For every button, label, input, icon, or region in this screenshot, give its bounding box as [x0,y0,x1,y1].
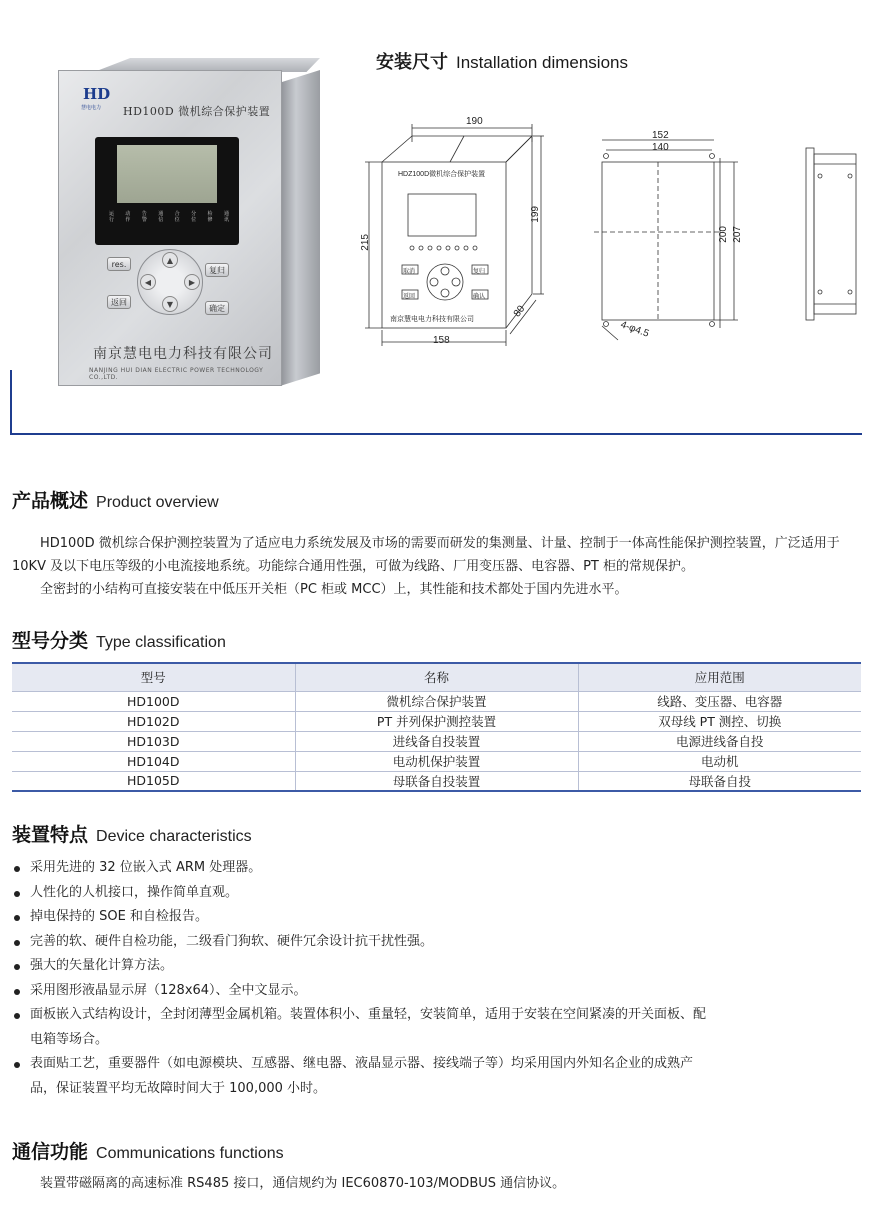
cell-model: HD105D [12,771,295,791]
list-item: 完善的软、硬件自检功能，二级看门狗软、硬件冗余设计抗干扰性强。 [12,930,712,955]
cell-model: HD100D [12,691,295,711]
list-item: 采用先进的 32 位嵌入式 ARM 处理器。 [12,856,712,881]
dim-top-190: 190 [466,116,483,127]
column-header-name: 名称 [295,663,578,691]
dim-cutout-140: 140 [652,142,669,153]
arrow-left-icon: ◀ [140,274,156,290]
dim-cutout-152: 152 [652,130,669,141]
device-reset-button: 复归 [205,263,229,277]
device-front-panel [58,70,282,386]
overview-body [12,532,862,601]
table-row [12,731,861,751]
features-title-en: Device characteristics [96,828,252,845]
cell-application: 线路、变压器、电容器 [578,691,861,711]
dim-height-215: 215 [360,234,371,251]
hero-frame-left [10,370,12,434]
device-company-name: 南京慧电电力科技有限公司 [93,346,273,362]
drawing-company-name: 南京慧电电力科技有限公司 [390,316,474,323]
overview-title-cn: 产品概述 [12,490,89,512]
device-lcd-screen [117,145,217,203]
cell-model: HD104D [12,751,295,771]
comm-body [12,1172,862,1195]
table-row [12,751,861,771]
led-label: 告警 [141,211,147,223]
dim-height-199: 199 [530,206,541,223]
drawing-reset-label: 复归 [473,269,486,275]
dim-cutout-200: 200 [718,226,729,243]
dim-holes: 4-φ4.5 [619,319,651,340]
features-title-cn: 装置特点 [12,824,89,846]
dim-bottom-158: 158 [433,335,450,346]
led-label: 动作 [125,211,131,223]
device-ok-button: 确定 [205,301,229,315]
column-header-model: 型号 [12,663,295,691]
table-header-row [12,663,861,691]
drawing-back-label: 返回 [403,294,416,300]
device-logo-caption: 慧电电力 [81,105,102,111]
comm-title-cn: 通信功能 [12,1141,89,1163]
list-item: 表面贴工艺，重要器件（如电源模块、互感器、继电器、液晶显示器、接线端子等）均采用国内外知名企业的成熟产品，保证装置平均无故障时间大于 100,000 小时。 [12,1052,712,1101]
comm-title-en: Communications functions [96,1145,284,1162]
drawing-confirm-label: 确认 [473,294,486,300]
drawing-cancel-label: 取消 [403,269,416,275]
overview-paragraph-2: 全密封的小结构可直接安装在中低压开关柜（PC 柜或 MCC）上，其性能和技术都处于国内先进水平。 [40,582,628,597]
device-led-row [107,211,231,223]
overview-title-en: Product overview [96,494,219,511]
cell-application: 双母线 PT 测控、切换 [578,711,861,731]
table-row [12,711,861,731]
led-label: 分位 [191,211,197,223]
install-dimensions-title [376,48,628,74]
cell-name: 微机综合保护装置 [295,691,578,711]
types-heading [12,626,226,653]
list-item: 采用图形液晶显示屏（128x64）、全中文显示。 [12,979,712,1004]
arrow-right-icon: ▶ [184,274,200,290]
drawing-panel-title: HDZ100D微机综合保护装置 [398,171,486,178]
cell-name: 电动机保护装置 [295,751,578,771]
column-header-application: 应用范围 [578,663,861,691]
hero-section [0,0,872,440]
cell-application: 电动机 [578,751,861,771]
hero-frame-bottom [10,433,862,435]
cell-name: PT 并列保护测控装置 [295,711,578,731]
cell-model: HD102D [12,711,295,731]
led-label: 合位 [174,211,180,223]
dim-cutout-207: 207 [732,226,743,243]
device-res-button: res. [107,257,131,271]
dim-depth-80: 80 [511,303,528,320]
device-company-name-en: NANJING HUI DIAN ELECTRIC POWER TECHNOLOGY CO.,LTD. [89,367,264,381]
arrow-up-icon: ▲ [162,252,178,268]
overview-heading [12,486,219,513]
list-item: 掉电保持的 SOE 和自检报告。 [12,905,712,930]
list-item: 强大的矢量化计算方法。 [12,954,712,979]
cell-name: 母联备自投装置 [295,771,578,791]
led-label: 检修 [207,211,213,223]
led-label: 通讯 [223,211,229,223]
install-title-cn: 安装尺寸 [376,52,448,73]
features-list [12,856,712,1101]
device-side-panel [280,70,320,386]
list-item: 人性化的人机接口，操作简单直观。 [12,881,712,906]
overview-paragraph-1: HD100D 微机综合保护测控装置为了适应电力系统发展及市场的需要而研发的集测量、计量、控制于一体高性能保护测控装置，广泛适用于 10KV 及以下电压等级的小电流接地系统。功能综合通用性强，可做为线路、厂用变压器、电容器、PT 柜的常规保护。 [12,536,840,574]
device-logo: HD [83,85,111,103]
table-row [12,691,861,711]
cell-application: 电源进线备自投 [578,731,861,751]
led-label: 通信 [158,211,164,223]
type-table [12,662,861,792]
led-label: 运行 [108,211,114,223]
device-back-button: 返回 [107,295,131,309]
device-navigation-pad [137,249,203,315]
cell-application: 母联备自投 [578,771,861,791]
install-title-en: Installation dimensions [456,53,628,72]
cell-name: 进线备自投装置 [295,731,578,751]
cell-model: HD103D [12,731,295,751]
side-view-drawing [800,140,862,330]
types-title-cn: 型号分类 [12,630,89,652]
device-title: HD100D 微机综合保护装置 [123,105,271,118]
comm-paragraph: 装置带磁隔离的高速标准 RS485 接口，通信规约为 IEC60870-103/MODBUS 通信协议。 [40,1176,566,1191]
types-title-en: Type classification [96,634,226,651]
comm-heading [12,1137,284,1164]
table-row [12,771,861,791]
arrow-down-icon: ▼ [162,296,178,312]
device-photo [58,62,318,387]
list-item: 面板嵌入式结构设计，全封闭薄型金属机箱。装置体积小、重量轻，安装简单，适用于安装在空间紧凑的开关面板、配电箱等场合。 [12,1003,712,1052]
features-heading [12,820,252,847]
